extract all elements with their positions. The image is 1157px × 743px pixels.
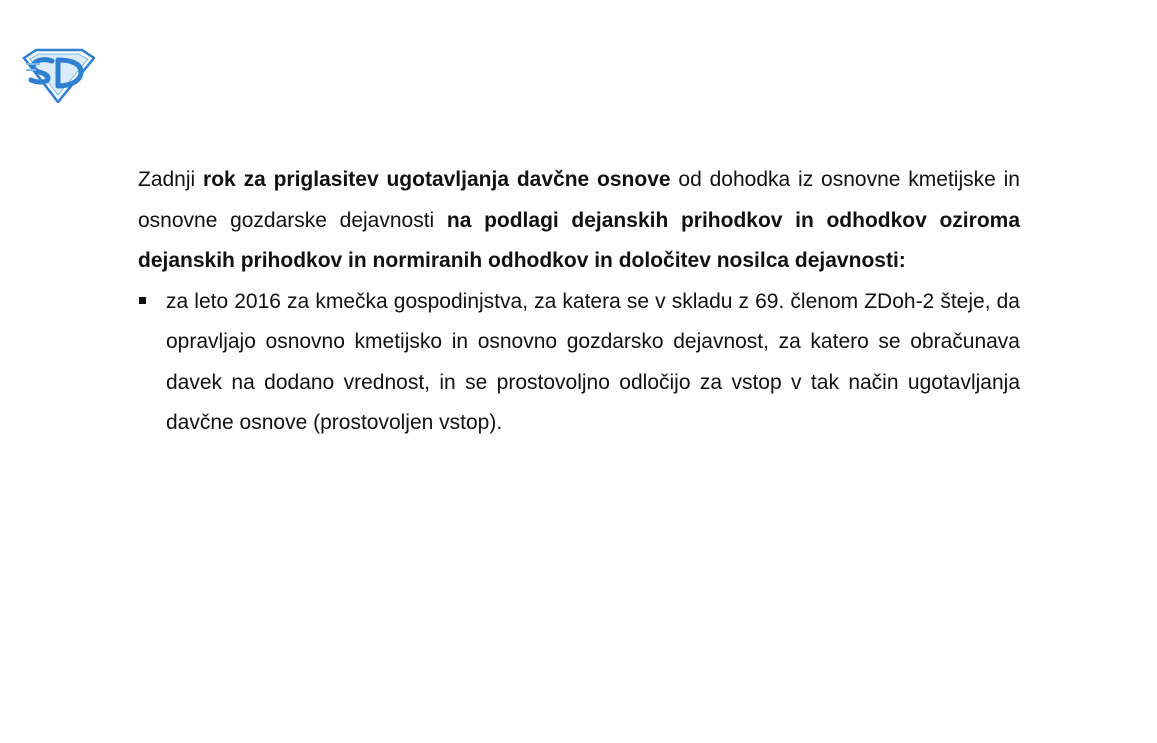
intro-text: Zadnji [138,168,204,191]
middle-text: od dohodka iz osnovne kmetijske in osnovne gozdarske dejavnosti [138,168,1020,232]
sd-shield-logo-icon [22,48,95,103]
bullet-text: za leto 2016 za kmečka gospodinjstva, za katera se v skladu z 69. členom ZDoh-2 šteje, da opravljajo osnovno kmetijsko in osnovno gozdarsko dejavnost, za katero se obračunava davek na dodano vrednost, in se prostovoljno odločijo za vstop v tak način ugotavljanja davčne osnove (prostovoljen vstop). [166,289,1020,434]
main-text-block [138,160,1020,444]
bullet-list [138,282,1020,444]
bold-basis-text: na podlagi dejanskih prihodkov in odhodkov oziroma dejanskih prihodkov in normiranih odhodkov in določitev nosilca dejavnosti: [138,208,1020,272]
list-item [138,282,1020,444]
bold-deadline-text: rok za priglasitev ugotavljanja davčne osnove [203,168,671,191]
intro-paragraph [138,160,1020,282]
square-bullet-icon [139,297,146,304]
